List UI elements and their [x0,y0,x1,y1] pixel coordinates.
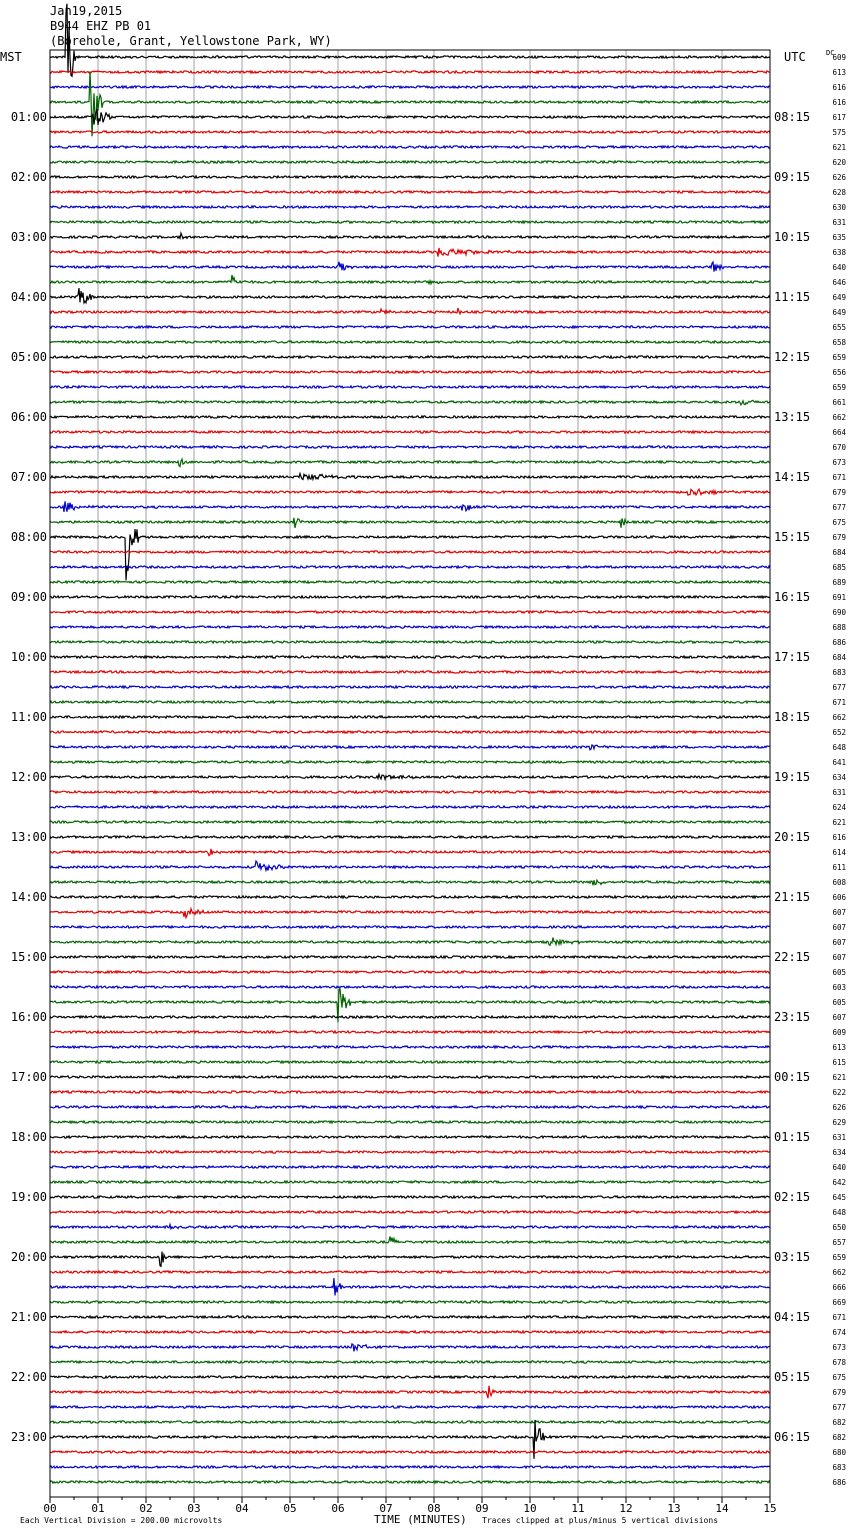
dc-offset-label: 621 [832,818,846,827]
dc-offset-label: 656 [832,368,846,377]
dc-offset-label: 575 [832,128,846,137]
dc-offset-label: 613 [832,1043,846,1052]
trace-line [50,1361,770,1363]
dc-offset-label: 645 [832,1193,846,1202]
station-location: (Borehole, Grant, Yellowstone Park, WY) [50,34,332,48]
left-hour-label: 07:00 [10,470,47,484]
right-hour-label: 03:15 [774,1250,811,1264]
trace-line [50,1344,770,1352]
left-hour-label: 06:00 [10,410,47,424]
x-tick-label: 02 [139,1502,153,1515]
right-hour-label: 10:15 [774,230,811,244]
trace-line [50,1421,770,1423]
trace-line [50,986,770,988]
dc-offset-label: 640 [832,263,846,272]
dc-offset-label: 622 [832,1088,846,1097]
dc-offset-label: 649 [832,308,846,317]
right-hour-label: 18:15 [774,710,811,724]
trace-line [50,1316,770,1318]
dc-offset-label: 669 [832,1298,846,1307]
trace-line [50,701,770,703]
trace-line [50,326,770,328]
trace-line [50,1331,770,1333]
dc-offset-label: 662 [832,413,846,422]
dc-offset-label: 691 [832,593,846,602]
dc-offset-label: 655 [832,323,846,332]
trace-line [50,1196,770,1198]
dc-offset-label: 686 [832,638,846,647]
trace-line [50,1386,770,1398]
trace-line [50,971,770,973]
trace-line [50,308,770,314]
dc-offset-label: 662 [832,1268,846,1277]
dc-offset-label: 680 [832,1448,846,1457]
dc-offset-label: 683 [832,1463,846,1472]
right-hour-label: 01:15 [774,1130,811,1144]
trace-line [50,371,770,373]
dc-offset-label: 650 [832,1223,846,1232]
dc-offset-label: 613 [832,68,846,77]
trace-line [50,1076,770,1078]
dc-offset-label: 615 [832,1058,846,1067]
trace-line [50,71,770,136]
trace-line [50,275,770,284]
x-tick-label: 13 [667,1502,681,1515]
trace-line [50,146,770,148]
trace-line [50,926,770,928]
dc-offset-label: 671 [832,473,846,482]
left-hour-label: 22:00 [10,1370,47,1384]
trace-line [50,821,770,823]
dc-offset-label: 666 [832,1283,846,1292]
dc-offset-label: 624 [832,803,846,812]
left-hour-label: 04:00 [10,290,47,304]
dc-offset-label: 608 [832,878,846,887]
dc-offset-label: 620 [832,158,846,167]
trace-line [50,956,770,958]
left-hour-label: 09:00 [10,590,47,604]
dc-offset-label: 670 [832,443,846,452]
dc-offset-label: 609 [832,1028,846,1037]
dc-offset-label: 683 [832,668,846,677]
left-timezone-label: MST [0,50,22,64]
trace-line [50,551,770,553]
seismic-traces [50,4,770,1483]
trace-line [50,716,770,718]
dc-offset-label: 678 [832,1358,846,1367]
right-hour-label: 17:15 [774,650,811,664]
left-hour-label: 08:00 [10,530,47,544]
left-hour-label: 01:00 [10,110,47,124]
trace-line [50,446,770,448]
dc-offset-label: 690 [832,608,846,617]
trace-line [50,731,770,733]
left-hour-label: 16:00 [10,1010,47,1024]
left-hour-label: 23:00 [10,1430,47,1444]
trace-line [50,248,770,257]
dc-offset-label: 686 [832,1478,846,1487]
right-hour-label: 05:15 [774,1370,811,1384]
left-hour-label: 15:00 [10,950,47,964]
trace-line [50,474,770,480]
trace-line [50,416,770,418]
trace-line [50,431,770,433]
trace-line [50,1252,770,1267]
trace-line [50,1031,770,1033]
trace-line [50,262,770,272]
dc-offset-label: 603 [832,983,846,992]
x-tick-label: 07 [379,1502,393,1515]
plot-footer [20,1513,718,1526]
trace-line [50,288,770,303]
dc-offset-label: 607 [832,1013,846,1022]
right-hour-label: 06:15 [774,1430,811,1444]
dc-offset-label: 677 [832,1403,846,1412]
trace-line [50,880,770,885]
trace-line [50,1046,770,1048]
trace-line [50,71,770,73]
trace-line [50,233,770,238]
right-hour-label: 15:15 [774,530,811,544]
trace-line [50,109,770,125]
left-hour-label: 18:00 [10,1130,47,1144]
dc-offset-label: 684 [832,548,846,557]
dc-column-label: DC [826,49,835,57]
left-hour-label: 19:00 [10,1190,47,1204]
dc-offset-label: 629 [832,1118,846,1127]
dc-offset-label: 671 [832,1313,846,1322]
trace-line [50,206,770,208]
right-hour-label: 09:15 [774,170,811,184]
left-hour-label: 02:00 [10,170,47,184]
x-tick-label: 11 [571,1502,585,1515]
left-hour-label: 03:00 [10,230,47,244]
dc-offset-label: 685 [832,563,846,572]
dc-offset-label: 675 [832,518,846,527]
dc-offset-label: 673 [832,1343,846,1352]
trace-line [50,161,770,163]
dc-offset-label: 675 [832,1373,846,1382]
dc-offset-label: 646 [832,278,846,287]
dc-offset-label: 607 [832,923,846,932]
dc-offset-label: 605 [832,968,846,977]
dc-offset-label: 607 [832,908,846,917]
dc-offset-label: 677 [832,503,846,512]
trace-line [50,909,770,918]
trace-line [50,806,770,808]
trace-line [50,176,770,178]
dc-offset-label: 652 [832,728,846,737]
right-hour-label: 20:15 [774,830,811,844]
dc-offset-label: 661 [832,398,846,407]
dc-offset-label: 640 [832,1163,846,1172]
vertical-scale-note: Each Vertical Division = 200.00 microvolts [20,1516,223,1525]
dc-offset-label: 607 [832,938,846,947]
right-hour-label: 02:15 [774,1190,811,1204]
trace-line [50,489,770,495]
right-hour-label: 13:15 [774,410,811,424]
dc-offset-label: 682 [832,1433,846,1442]
trace-line [50,1091,770,1093]
trace-line [50,896,770,898]
plot-date: Jan19,2015 [50,4,123,18]
trace-line [50,791,770,793]
trace-line [50,1376,770,1378]
dc-offset-label: 631 [832,1133,846,1142]
dc-offset-label: 674 [832,1328,846,1337]
trace-line [50,518,770,528]
x-tick-label: 09 [475,1502,489,1515]
dc-offset-label: 609 [832,53,846,62]
trace-line [50,1451,770,1453]
trace-line [50,501,770,512]
right-hour-label: 11:15 [774,290,811,304]
x-tick-label: 08 [427,1502,441,1515]
trace-line [50,611,770,613]
dc-offset-label: 616 [832,98,846,107]
x-tick-label: 14 [715,1502,729,1515]
right-hour-label: 19:15 [774,770,811,784]
dc-offset-label: 611 [832,863,846,872]
left-hour-label: 20:00 [10,1250,47,1264]
dc-offset-label: 671 [832,698,846,707]
dc-offset-label: 659 [832,353,846,362]
dc-offset-label: 673 [832,458,846,467]
dc-offset-label: 679 [832,488,846,497]
left-hour-label: 12:00 [10,770,47,784]
trace-line [50,761,770,763]
trace-line [50,356,770,358]
dc-offset-label: 638 [832,248,846,257]
left-hour-label: 13:00 [10,830,47,844]
dc-offset-label: 679 [832,533,846,542]
dc-offset-label: 621 [832,1073,846,1082]
dc-offset-label: 642 [832,1178,846,1187]
trace-line [50,774,770,779]
clip-note: Traces clipped at plus/minus 5 vertical divisions [482,1516,719,1525]
dc-offset-label: 682 [832,1418,846,1427]
dc-offset-label: 684 [832,653,846,662]
x-tick-label: 10 [523,1502,537,1515]
dc-offset-label: 621 [832,143,846,152]
trace-line [50,581,770,583]
trace-line [50,1061,770,1063]
dc-offset-label: 626 [832,1103,846,1112]
trace-line [50,1225,770,1229]
trace-line [50,1271,770,1273]
trace-line [50,386,770,388]
left-hour-label: 14:00 [10,890,47,904]
trace-line [50,596,770,598]
dc-offset-label: 658 [832,338,846,347]
dc-offset-label: 616 [832,833,846,842]
left-hour-label: 21:00 [10,1310,47,1324]
trace-line [50,529,770,580]
dc-offset-label: 659 [832,383,846,392]
trace-line [50,459,770,467]
trace-line [50,1237,770,1244]
dc-offset-label: 607 [832,953,846,962]
dc-offset-label: 648 [832,1208,846,1217]
x-tick-label: 03 [187,1502,201,1515]
right-hour-label: 21:15 [774,890,811,904]
plot-axes [11,50,847,1515]
trace-line [50,849,770,856]
trace-line [50,566,770,568]
dc-offset-label: 688 [832,623,846,632]
right-hour-label: 16:15 [774,590,811,604]
dc-offset-label: 657 [832,1238,846,1247]
trace-line [50,1121,770,1123]
dc-offset-label: 617 [832,113,846,122]
trace-line [50,656,770,658]
x-tick-label: 15 [763,1502,777,1515]
x-tick-label: 04 [235,1502,249,1515]
dc-offset-label: 634 [832,773,846,782]
dc-offset-label: 649 [832,293,846,302]
dc-offset-label: 631 [832,218,846,227]
trace-line [50,861,770,870]
left-hour-label: 17:00 [10,1070,47,1084]
trace-line [50,1211,770,1213]
trace-line [50,1016,770,1018]
trace-line [50,626,770,628]
dc-offset-label: 677 [832,683,846,692]
trace-line [50,1278,770,1295]
right-hour-label: 14:15 [774,470,811,484]
trace-line [50,1151,770,1153]
trace-line [50,341,770,343]
right-hour-label: 12:15 [774,350,811,364]
right-timezone-label: UTC [784,50,806,64]
trace-line [50,1166,770,1168]
trace-line [50,641,770,643]
dc-offset-label: 664 [832,428,846,437]
dc-offset-label: 635 [832,233,846,242]
trace-line [50,86,770,88]
dc-offset-label: 634 [832,1148,846,1157]
dc-offset-label: 641 [832,758,846,767]
trace-line [50,1466,770,1468]
right-hour-label: 08:15 [774,110,811,124]
trace-line [50,221,770,223]
trace-line [50,131,770,133]
trace-line [50,1481,770,1483]
dc-offset-label: 662 [832,713,846,722]
dc-offset-label: 614 [832,848,846,857]
trace-line [50,1106,770,1108]
right-hour-label: 22:15 [774,950,811,964]
right-hour-label: 04:15 [774,1310,811,1324]
trace-line [50,745,770,750]
dc-offset-label: 631 [832,788,846,797]
dc-offset-label: 606 [832,893,846,902]
trace-line [50,1301,770,1303]
dc-offset-label: 679 [832,1388,846,1397]
x-tick-label: 12 [619,1502,633,1515]
left-hour-label: 10:00 [10,650,47,664]
right-hour-label: 23:15 [774,1010,811,1024]
station-code: B944 EHZ PB 01 [50,19,152,33]
x-tick-label: 01 [91,1502,105,1515]
left-hour-label: 05:00 [10,350,47,364]
dc-offset-label: 648 [832,743,846,752]
dc-offset-label: 689 [832,578,846,587]
dc-offset-label: 616 [832,83,846,92]
right-hour-label: 00:15 [774,1070,811,1084]
trace-line [50,1181,770,1183]
trace-line [50,686,770,688]
x-tick-label: 00 [43,1502,57,1515]
trace-line [50,4,770,77]
trace-line [50,1136,770,1138]
dc-offset-label: 630 [832,203,846,212]
trace-line [50,836,770,838]
trace-line [50,400,770,405]
dc-offset-label: 628 [832,188,846,197]
dc-offset-label: 659 [832,1253,846,1262]
left-hour-label: 11:00 [10,710,47,724]
x-axis-title: TIME (MINUTES) [374,1513,467,1526]
dc-offset-label: 605 [832,998,846,1007]
dc-offset-label: 626 [832,173,846,182]
x-tick-label: 06 [331,1502,345,1515]
trace-line [50,1406,770,1408]
x-tick-label: 05 [283,1502,297,1515]
trace-line [50,191,770,193]
trace-line [50,671,770,673]
trace-line [50,938,770,946]
